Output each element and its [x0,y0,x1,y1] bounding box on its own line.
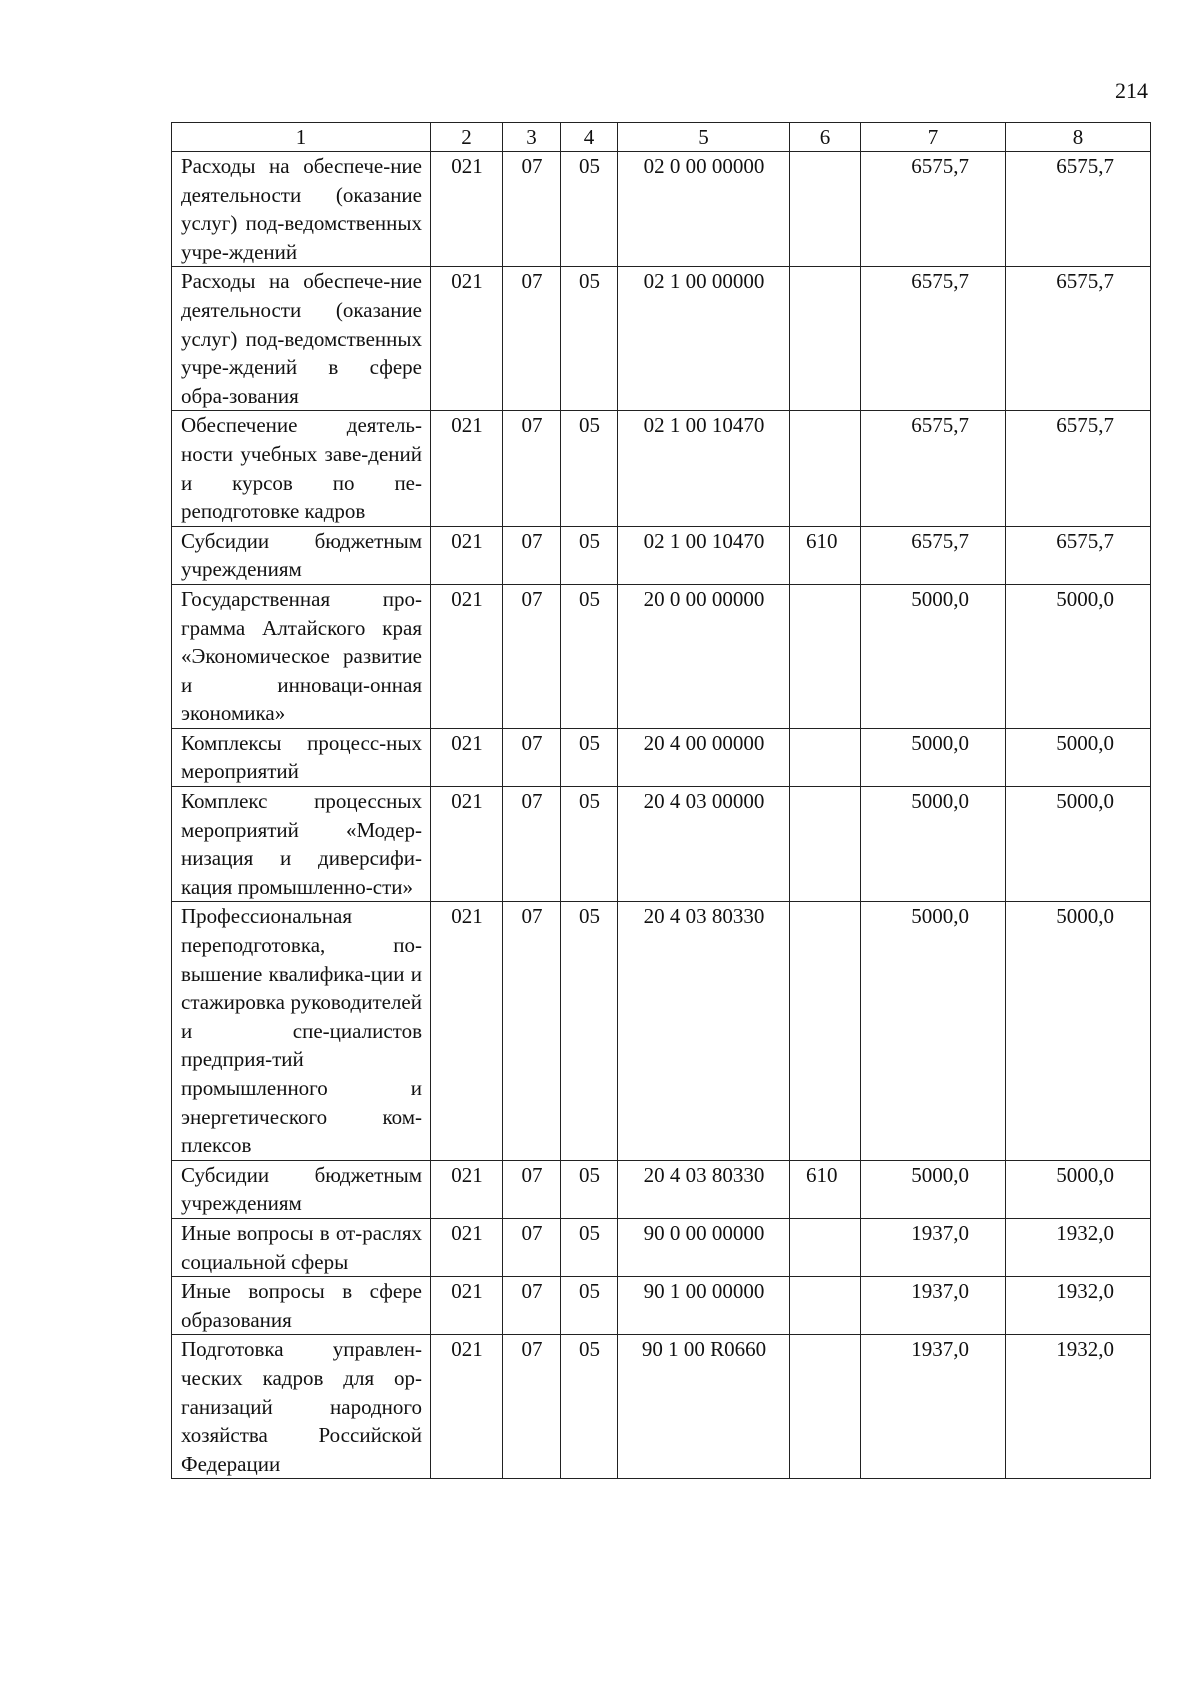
amount-cell-col7: 6575,7 [861,526,1006,584]
section-code-cell: 07 [503,787,561,902]
section-code-cell: 07 [503,1160,561,1218]
expense-name-cell: Расходы на обеспече-ние деятельности (оказание услуг) под-ведомственных учре-ждений в сфере обра-зования [172,267,431,411]
expense-type-cell: 610 [790,1160,861,1218]
amount-cell-col7: 6575,7 [861,267,1006,411]
section-code-cell: 07 [503,152,561,267]
expense-type-cell [790,1335,861,1479]
subsection-code-cell: 05 [561,1160,618,1218]
section-code-cell: 07 [503,728,561,786]
amount-cell-col8: 6575,7 [1006,411,1151,526]
table-row [172,1218,1151,1276]
table-row [172,152,1151,267]
expense-name-cell: Субсидии бюджетным учреждениям [172,1160,431,1218]
amount-cell-col8: 5000,0 [1006,1160,1151,1218]
expense-name-cell: Профессиональная переподготовка, по-вышение квалифика-ции и стажировка руководителей и спе-циалистов предприя-тий промышленного и энергетического ком-плексов [172,902,431,1160]
page-number: 214 [1115,78,1148,103]
amount-cell-col7: 5000,0 [861,584,1006,728]
expense-name-cell: Комплексы процесс-ных мероприятий [172,728,431,786]
target-article-cell: 20 4 03 80330 [618,902,790,1160]
expense-type-cell [790,152,861,267]
subsection-code-cell: 05 [561,728,618,786]
target-article-cell: 20 4 03 80330 [618,1160,790,1218]
amount-cell-col8: 5000,0 [1006,787,1151,902]
amount-cell-col8: 6575,7 [1006,152,1151,267]
ministry-code-cell: 021 [431,902,503,1160]
target-article-cell: 20 4 00 00000 [618,728,790,786]
ministry-code-cell: 021 [431,584,503,728]
expense-name-cell: Подготовка управлен-ческих кадров для ор-ганизаций народного хозяйства Российской Федерации [172,1335,431,1479]
ministry-code-cell: 021 [431,1277,503,1335]
subsection-code-cell: 05 [561,152,618,267]
ministry-code-cell: 021 [431,1335,503,1479]
column-header: 5 [618,123,790,152]
table-row [172,902,1151,1160]
amount-cell-col8: 1932,0 [1006,1335,1151,1479]
ministry-code-cell: 021 [431,152,503,267]
amount-cell-col7: 6575,7 [861,411,1006,526]
target-article-cell: 90 0 00 00000 [618,1218,790,1276]
table-row [172,267,1151,411]
table-row [172,728,1151,786]
amount-cell-col7: 1937,0 [861,1277,1006,1335]
table-row [172,787,1151,902]
subsection-code-cell: 05 [561,267,618,411]
ministry-code-cell: 021 [431,267,503,411]
ministry-code-cell: 021 [431,787,503,902]
amount-cell-col8: 1932,0 [1006,1277,1151,1335]
amount-cell-col7: 5000,0 [861,787,1006,902]
expense-type-cell [790,1218,861,1276]
amount-cell-col8: 6575,7 [1006,526,1151,584]
expense-type-cell [790,902,861,1160]
expense-type-cell [790,1277,861,1335]
section-code-cell: 07 [503,267,561,411]
subsection-code-cell: 05 [561,584,618,728]
expense-type-cell [790,411,861,526]
column-header: 1 [172,123,431,152]
expense-type-cell: 610 [790,526,861,584]
expense-name-cell: Субсидии бюджетным учреждениям [172,526,431,584]
amount-cell-col8: 1932,0 [1006,1218,1151,1276]
section-code-cell: 07 [503,902,561,1160]
subsection-code-cell: 05 [561,1218,618,1276]
expense-type-cell [790,584,861,728]
expense-type-cell [790,267,861,411]
ministry-code-cell: 021 [431,411,503,526]
amount-cell-col8: 5000,0 [1006,584,1151,728]
amount-cell-col7: 5000,0 [861,902,1006,1160]
subsection-code-cell: 05 [561,787,618,902]
subsection-code-cell: 05 [561,902,618,1160]
section-code-cell: 07 [503,1277,561,1335]
expense-name-cell: Комплекс процессных мероприятий «Модер-низация и диверсифи-кация промышленно-сти» [172,787,431,902]
amount-cell-col8: 5000,0 [1006,902,1151,1160]
table-row [172,1277,1151,1335]
column-header: 4 [561,123,618,152]
table-header-row [172,123,1151,152]
expense-type-cell [790,787,861,902]
column-header: 7 [861,123,1006,152]
target-article-cell: 90 1 00 R0660 [618,1335,790,1479]
amount-cell-col7: 5000,0 [861,728,1006,786]
amount-cell-col7: 5000,0 [861,1160,1006,1218]
ministry-code-cell: 021 [431,1160,503,1218]
table-row [172,584,1151,728]
subsection-code-cell: 05 [561,1277,618,1335]
section-code-cell: 07 [503,584,561,728]
column-header: 8 [1006,123,1151,152]
column-header: 6 [790,123,861,152]
section-code-cell: 07 [503,1218,561,1276]
ministry-code-cell: 021 [431,1218,503,1276]
amount-cell-col7: 6575,7 [861,152,1006,267]
section-code-cell: 07 [503,411,561,526]
amount-cell-col8: 5000,0 [1006,728,1151,786]
table-row [172,411,1151,526]
section-code-cell: 07 [503,1335,561,1479]
expense-name-cell: Иные вопросы в от-раслях социальной сферы [172,1218,431,1276]
target-article-cell: 02 1 00 10470 [618,411,790,526]
subsection-code-cell: 05 [561,1335,618,1479]
budget-table [171,122,1151,1479]
target-article-cell: 02 1 00 10470 [618,526,790,584]
target-article-cell: 20 4 03 00000 [618,787,790,902]
target-article-cell: 02 0 00 00000 [618,152,790,267]
amount-cell-col7: 1937,0 [861,1335,1006,1479]
ministry-code-cell: 021 [431,728,503,786]
subsection-code-cell: 05 [561,411,618,526]
expense-name-cell: Государственная про-грамма Алтайского края «Экономическое развитие и инноваци-онная экономика» [172,584,431,728]
table-row [172,526,1151,584]
table-row [172,1335,1151,1479]
expense-name-cell: Обеспечение деятель-ности учебных заве-дений и курсов по пе-реподготовке кадров [172,411,431,526]
column-header: 2 [431,123,503,152]
section-code-cell: 07 [503,526,561,584]
expense-name-cell: Расходы на обеспече-ние деятельности (оказание услуг) под-ведомственных учре-ждений [172,152,431,267]
expense-name-cell: Иные вопросы в сфере образования [172,1277,431,1335]
column-header: 3 [503,123,561,152]
expense-type-cell [790,728,861,786]
amount-cell-col8: 6575,7 [1006,267,1151,411]
target-article-cell: 20 0 00 00000 [618,584,790,728]
subsection-code-cell: 05 [561,526,618,584]
table-row [172,1160,1151,1218]
target-article-cell: 02 1 00 00000 [618,267,790,411]
target-article-cell: 90 1 00 00000 [618,1277,790,1335]
amount-cell-col7: 1937,0 [861,1218,1006,1276]
ministry-code-cell: 021 [431,526,503,584]
